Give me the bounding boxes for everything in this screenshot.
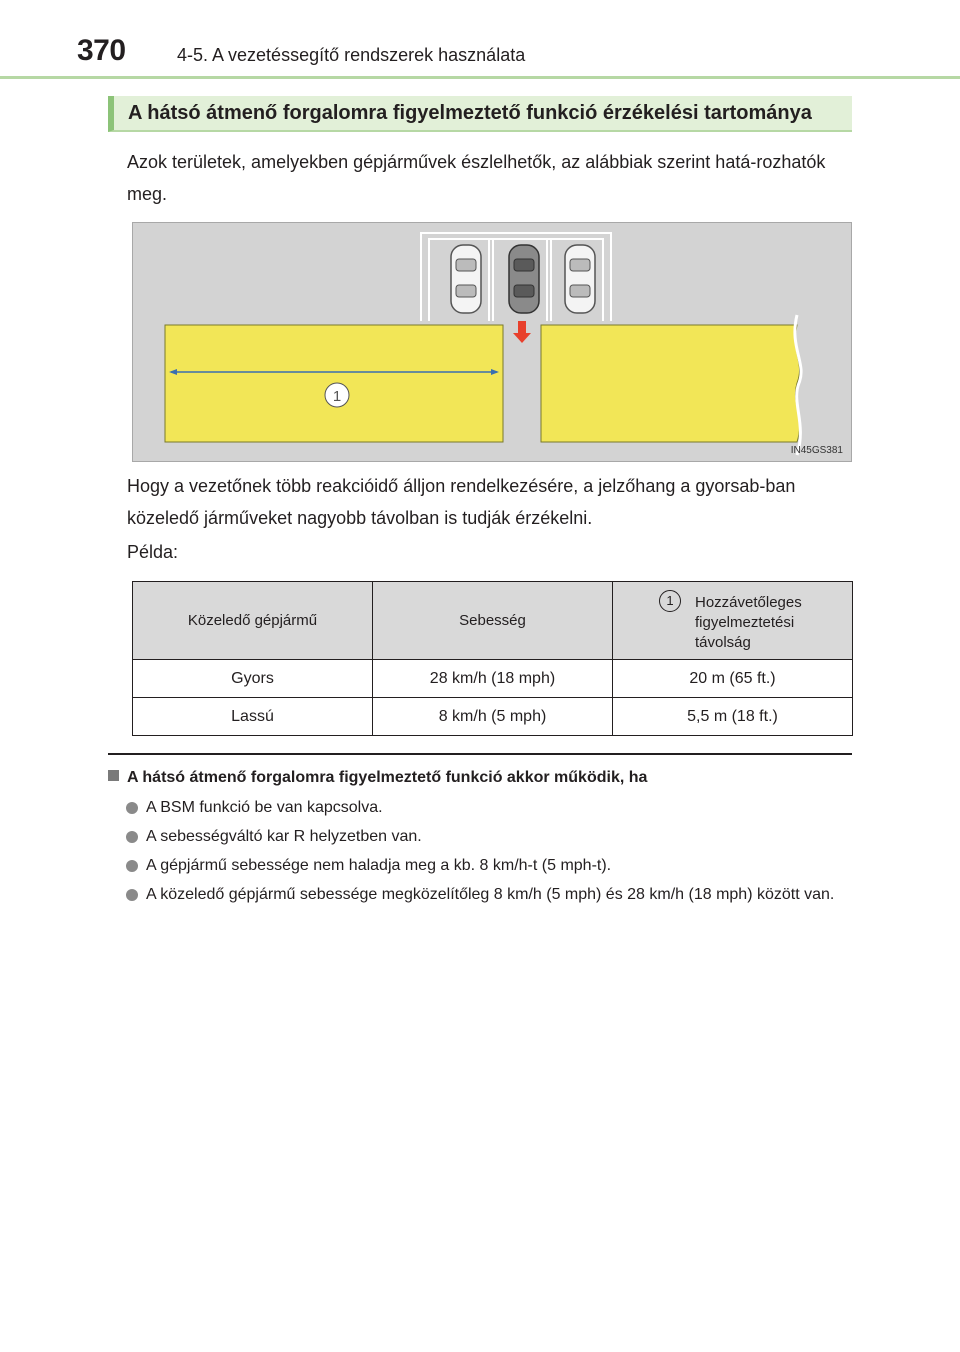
header-rule	[0, 76, 960, 79]
square-bullet-icon	[108, 770, 119, 781]
chapter-title: 4-5. A vezetéssegítő rendszerek használata	[177, 45, 526, 65]
section-heading-text: A hátsó átmenő forgalomra figyelmeztető funkció érzékelési tartománya	[128, 102, 812, 124]
conditions-heading	[108, 769, 647, 787]
list-item: A gépjármű sebessége nem haladja meg a kb. 8 km/h-t (5 mph-t).	[126, 855, 856, 877]
bullet-dot-icon	[126, 889, 138, 901]
parking-diagram	[133, 223, 853, 463]
bullet-dot-icon	[126, 860, 138, 872]
table-header: Közeledő gépjármű	[133, 582, 373, 660]
table-cell: 8 km/h (5 mph)	[373, 698, 613, 736]
table-row	[133, 660, 853, 698]
intro-paragraph: Azok területek, amelyekben gépjárművek észlelhetők, az alábbiak szerint hatá-rozhatók meg.	[127, 152, 826, 204]
car-icon	[565, 245, 595, 313]
reverse-arrow-icon	[513, 321, 531, 343]
bullet-dot-icon	[126, 831, 138, 843]
callout-circle: 1	[659, 590, 681, 612]
table-cell: 5,5 m (18 ft.)	[613, 698, 853, 736]
section-divider	[108, 753, 852, 755]
detection-range-figure	[132, 222, 852, 462]
table-cell: 20 m (65 ft.)	[613, 660, 853, 698]
table-header-distance	[613, 582, 853, 660]
table-header-text: Hozzávetőleges figyelmeztetési távolság	[695, 594, 802, 651]
list-item: A közeledő gépjármű sebessége megközelítőleg 8 km/h (5 mph) és 28 km/h (18 mph) között van.	[126, 884, 856, 906]
page-number: 370	[77, 34, 126, 67]
list-item: A BSM funkció be van kapcsolva.	[126, 797, 856, 819]
table-cell: Lassú	[133, 698, 373, 736]
distance-table	[132, 581, 853, 736]
example-label: Példa:	[127, 542, 179, 562]
figure-code: IN45GS381	[790, 445, 843, 456]
explanation-paragraph: Hogy a vezetőnek több reakcióidő álljon rendelkezésére, a jelzőhang a gyorsab-ban közeledő járműveket nagyobb távolban is tudják érzékelni.	[127, 476, 796, 528]
table-cell: Gyors	[133, 660, 373, 698]
car-icon	[451, 245, 481, 313]
own-car-icon	[509, 245, 539, 313]
list-item: A sebességváltó kar R helyzetben van.	[126, 826, 856, 848]
table-header: Sebesség	[373, 582, 613, 660]
bullet-dot-icon	[126, 802, 138, 814]
table-cell: 28 km/h (18 mph)	[373, 660, 613, 698]
right-detection-zone	[541, 325, 800, 442]
table-row	[133, 698, 853, 736]
table-header-row	[133, 582, 853, 660]
section-heading	[108, 96, 852, 132]
callout-label: 1	[332, 388, 342, 405]
conditions-heading-text: A hátsó átmenő forgalomra figyelmeztető funkció akkor működik, ha	[127, 769, 648, 786]
